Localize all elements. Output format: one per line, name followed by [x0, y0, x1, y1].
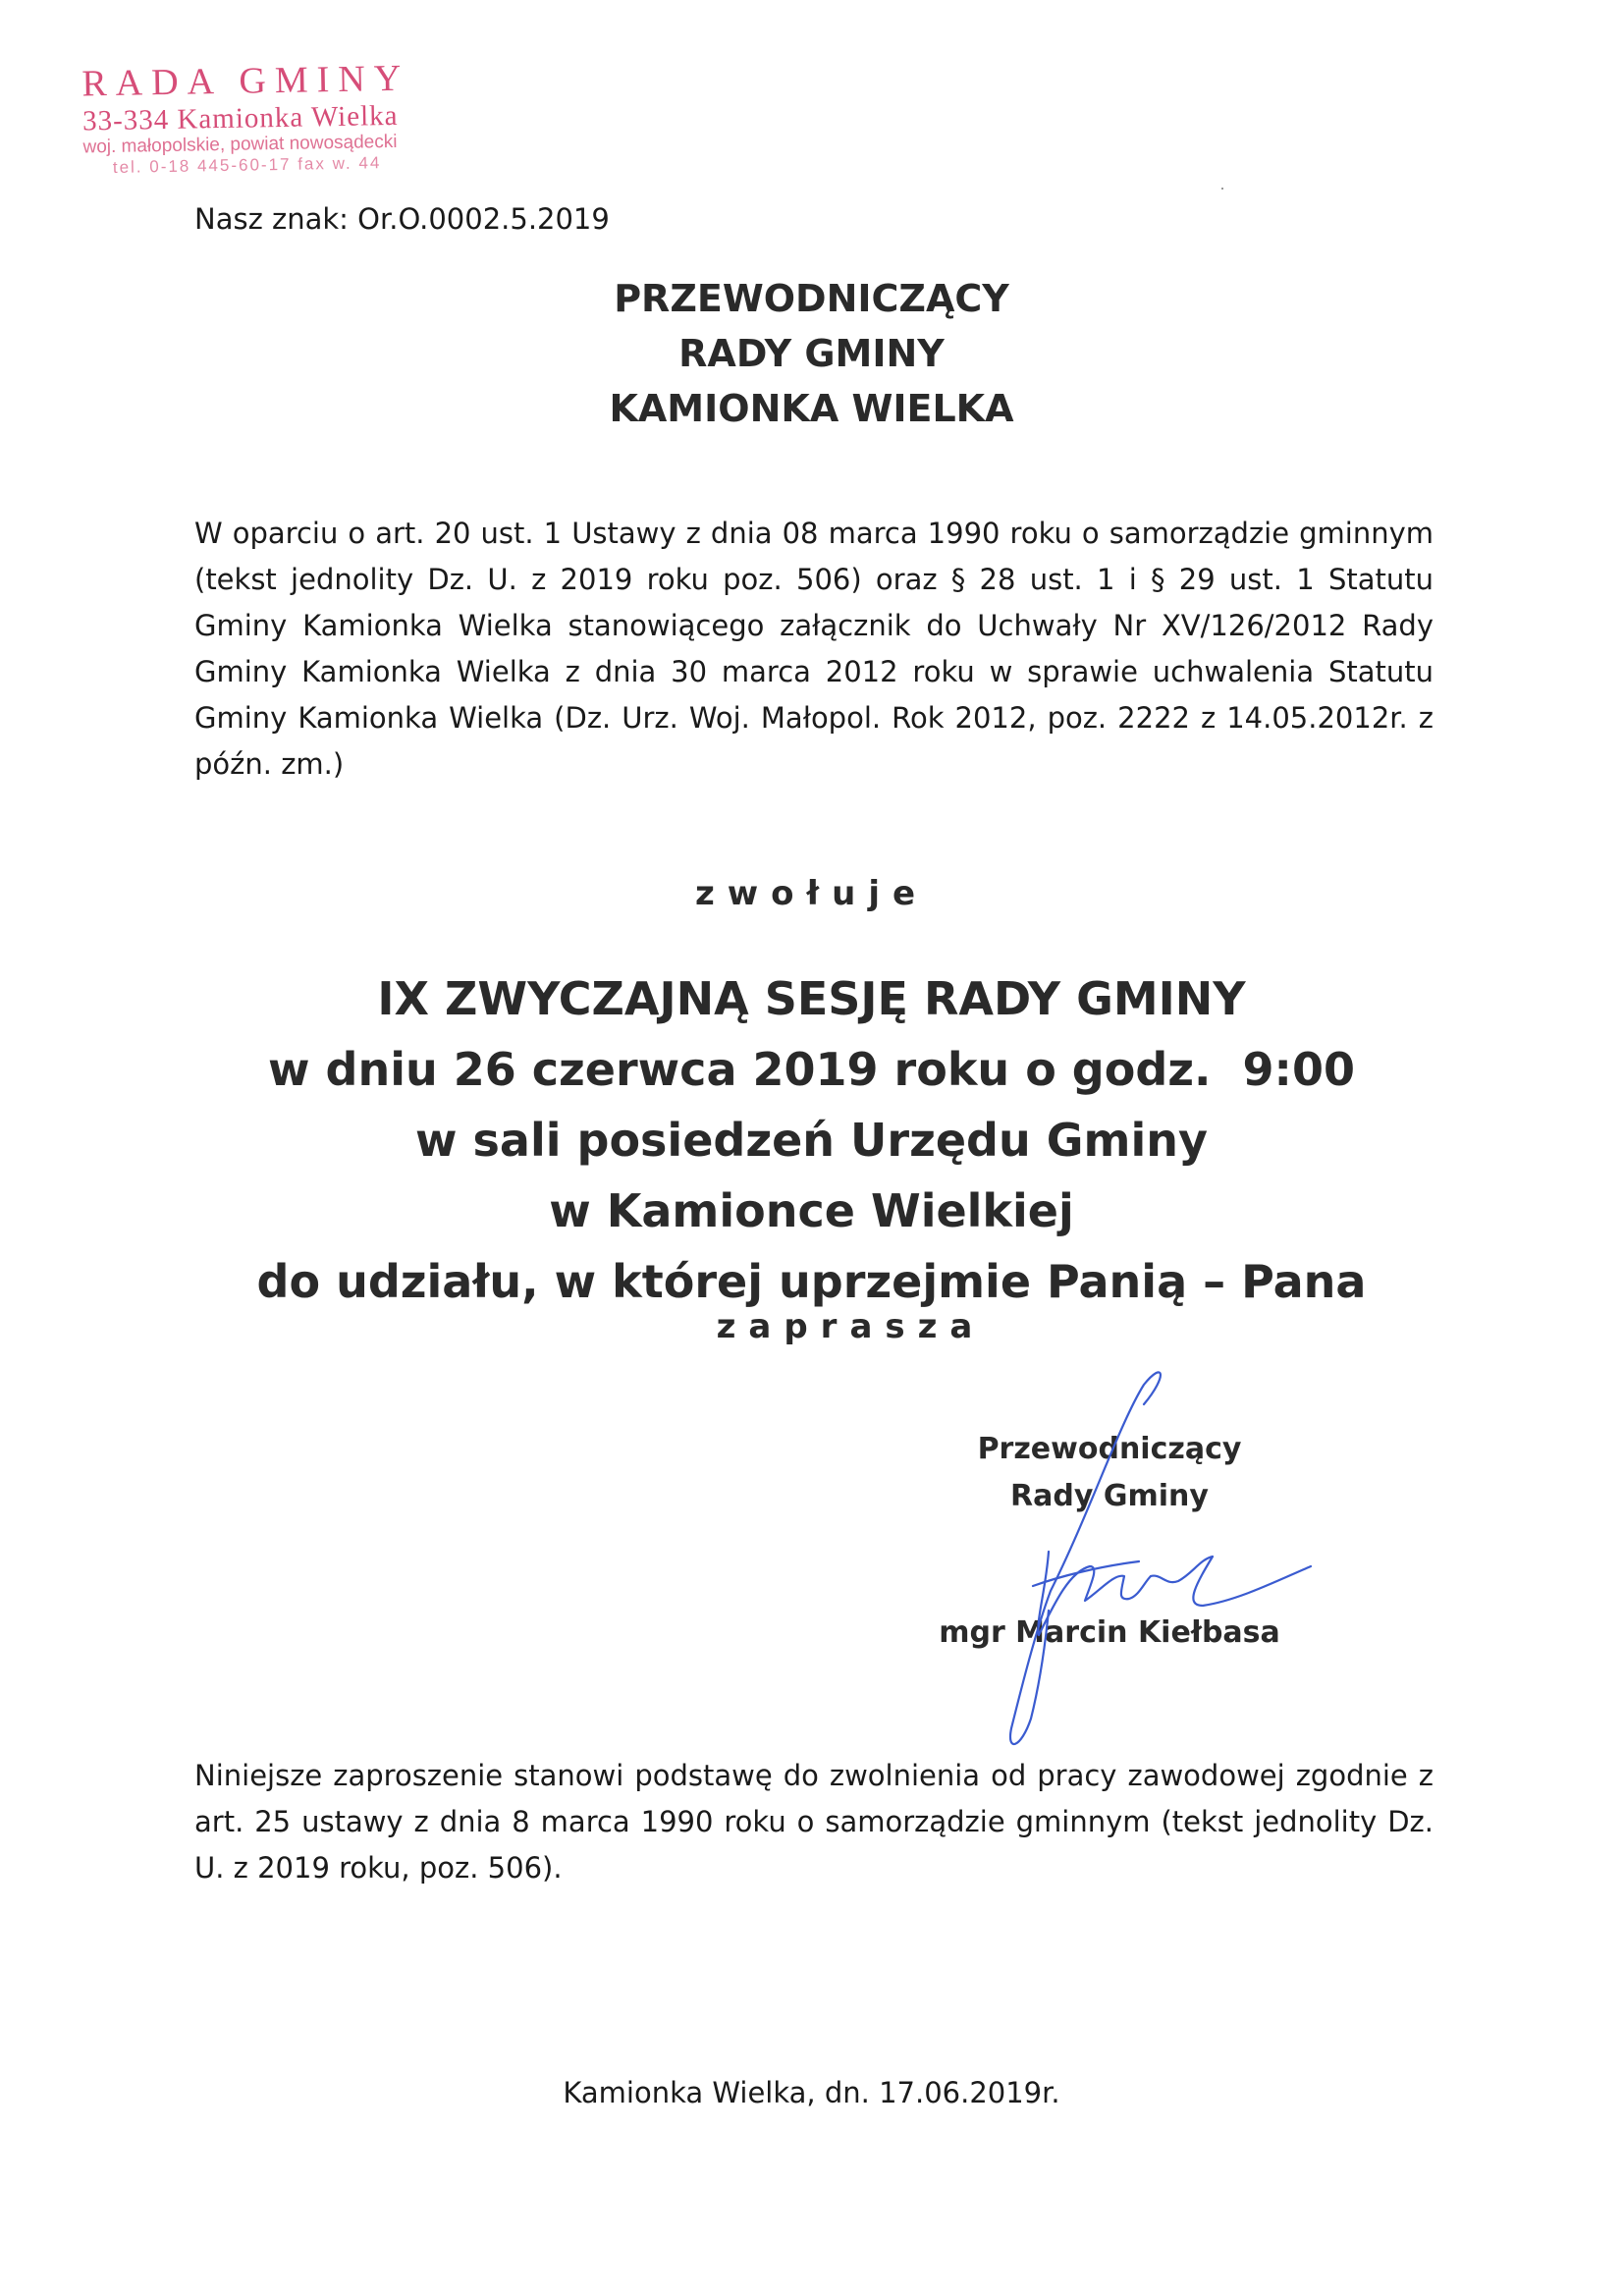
convenes-word: zwołuje — [694, 874, 929, 913]
document-heading — [0, 271, 1623, 436]
stamp-line-3: woj. małopolskie, powiat nowosądecki — [82, 131, 398, 158]
session-line-4: w Kamionce Wielkiej — [549, 1184, 1074, 1237]
session-line-1: IX ZWYCZAJNĄ SESJĘ RADY GMINY — [377, 972, 1246, 1025]
stamp-line-2: 33-334 Kamionka Wielka — [81, 99, 399, 137]
stamp-line-4: tel. 0-18 445-60-17 fax w. 44 — [112, 153, 382, 177]
scan-artifact — [1221, 188, 1223, 190]
stamp-line-1: RADA GMINY — [81, 57, 410, 105]
legal-basis-paragraph: W oparciu o art. 20 ust. 1 Ustawy z dnia 08 marca 1990 roku o samorządzie gminnym (tekst jednolity Dz. U. z 2019 roku poz. 506) oraz § 28 ust. 1 i § 29 ust. 1 Statutu Gminy Kamionka Wielka stanowiącego załącznik do Uchwały Nr XV/126/2012 Rady Gminy Kamionka Wielka z dnia 30 marca 2012 roku w sprawie uchwalenia Statutu Gminy Kamionka Wielka (Dz. Urz. Woj. Małopol. Rok 2012, poz. 2222 z 14.05.2012r. z późn. zm.) — [194, 517, 1434, 781]
signatory-title-line-2: Rady Gminy — [1010, 1479, 1209, 1513]
heading-line-1: PRZEWODNICZĄCY — [614, 277, 1009, 320]
place-and-date: Kamionka Wielka, dn. 17.06.2019r. — [563, 2076, 1060, 2109]
signatory-name: mgr Marcin Kiełbasa — [939, 1615, 1280, 1650]
heading-line-2: RADY GMINY — [678, 332, 945, 375]
heading-line-3: KAMIONKA WIELKA — [609, 387, 1014, 430]
council-stamp — [81, 56, 476, 179]
session-announcement — [0, 963, 1623, 1317]
handwritten-signature — [943, 1365, 1335, 1777]
session-line-2: w dniu 26 czerwca 2019 roku o godz. 9:00 — [268, 1043, 1355, 1096]
reference-number: Nasz znak: Or.O.0002.5.2019 — [194, 202, 610, 236]
signatory-title-line-1: Przewodniczący — [977, 1432, 1242, 1466]
session-line-5: do udziału, w której uprzejmie Panią – Pana — [256, 1255, 1367, 1308]
session-line-3: w sali posiedzeń Urzędu Gminy — [415, 1114, 1208, 1167]
notice-paragraph: Niniejsze zaproszenie stanowi podstawę do zwolnienia od pracy zawodowej zgodnie z art. 25 ustawy z dnia 8 marca 1990 roku o samorządzie gminnym (tekst jednolity Dz. U. z 2019 roku, poz. 506). — [194, 1759, 1434, 1885]
invites-word: zaprasza — [716, 1307, 986, 1346]
